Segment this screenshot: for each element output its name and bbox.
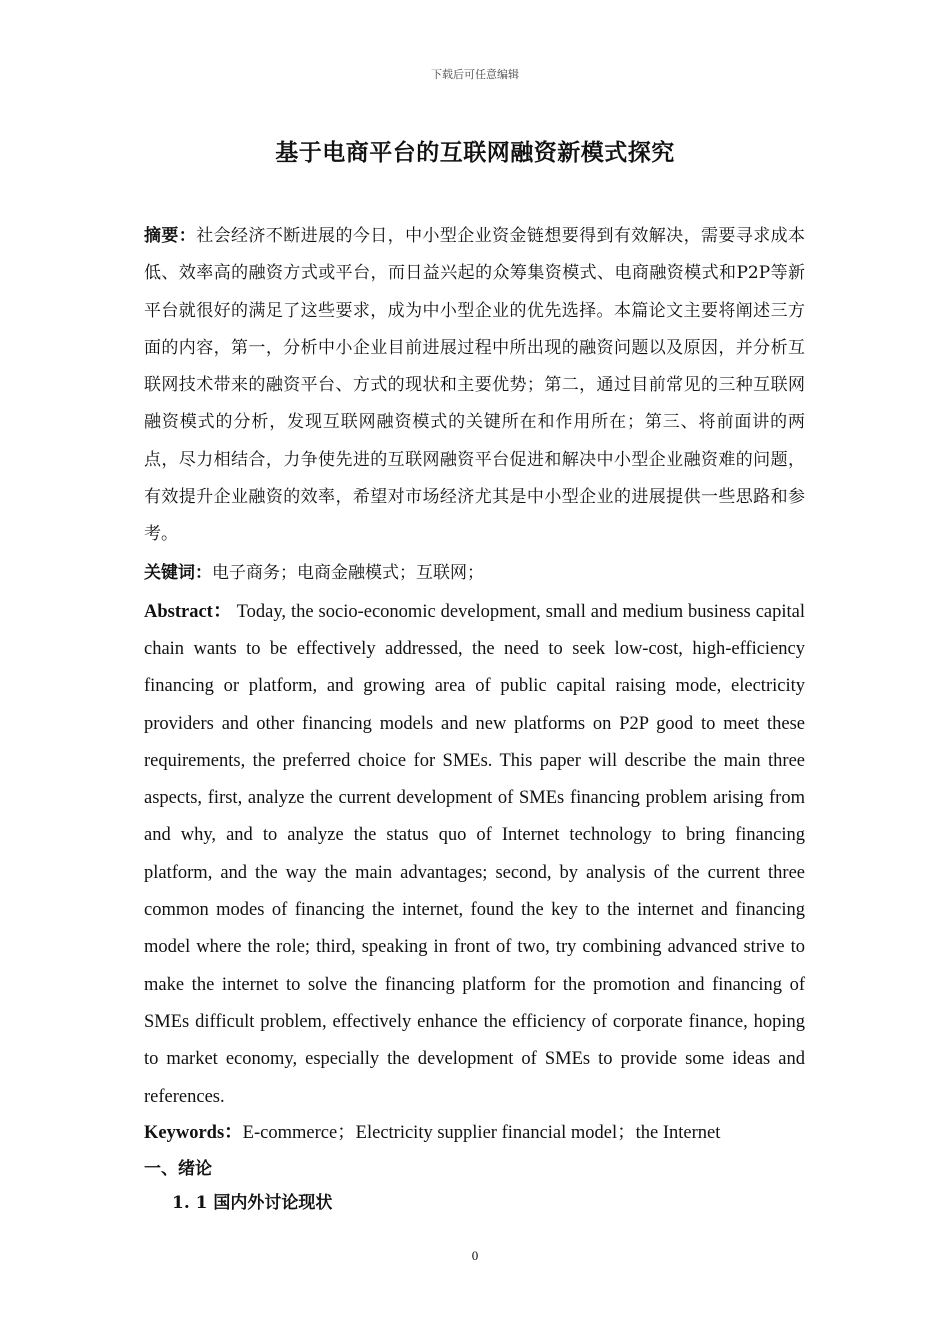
keywords-en bbox=[144, 1118, 805, 1148]
keywords-en-label: Keywords： bbox=[144, 1122, 243, 1143]
abstract-cn-label: 摘要： bbox=[144, 226, 197, 246]
abstract-en-text: Today, the socio-economic development, small and medium business capital chain wants to be effectively addressed, the need to seek low-cost, high-efficiency financing or platform, and growing area of public capital raising mode, electricity providers and other financing models and new platforms on P2P good to meet these requirements, the preferred choice for SMEs. This paper will describe the main three aspects, first, analyze the current development of SMEs financing problem arising from and why, and to analyze the status quo of Internet technology to bring financing platform, and the way the main advantages; second, by analysis of the current three common modes of financing the internet, found the key to the internet and financing model where the role; third, speaking in front of two, try combining advanced strive to make the internet to solve the financing platform for the promotion and financing of SMEs difficult problem, effectively enhance the efficiency of corporate finance, hoping to market economy, especially the development of SMEs to provide some ideas and references. bbox=[144, 601, 805, 1107]
page-number: 0 bbox=[471, 1248, 479, 1263]
keywords-en-text: E-commerce；Electricity supplier financial model；the Internet bbox=[242, 1122, 721, 1143]
abstract-cn-text: 社会经济不断进展的今日，中小型企业资金链想要得到有效解决，需要寻求成本低、效率高的融资方式或平台，而日益兴起的众筹集资模式、电商融资模式和P2P等新平台就很好的满足了这些要求，成为中小型企业的优先选择。本篇论文主要将阐述三方面的内容，第一，分析中小企业目前进展过程中所出现的融资问题以及原因，并分析互联网技术带来的融资平台、方式的现状和主要优势；第二，通过目前常见的三种互联网融资模式的分析，发现互联网融资模式的关键所在和作用所在；第三、将前面讲的两点，尽力相结合，力争使先进的互联网融资平台促进和解决中小型企业融资难的问题，有效提升企业融资的效率，希望对市场经济尤其是中小型企业的进展提供一些思路和参考。 bbox=[144, 226, 806, 545]
keywords-cn bbox=[144, 558, 805, 588]
subsection-heading: 1. 1 国内外讨论现状 bbox=[172, 1192, 333, 1213]
keywords-cn-text: 电子商务；电商金融模式；互联网； bbox=[212, 562, 484, 583]
section-heading: 一、绪论 bbox=[144, 1158, 212, 1179]
document-title: 基于电商平台的互联网融资新模式探究 bbox=[275, 139, 675, 166]
abstract-en-label: Abstract： bbox=[144, 601, 233, 622]
abstract-en bbox=[144, 594, 805, 1116]
keywords-cn-label: 关键词： bbox=[144, 562, 212, 583]
document-body bbox=[144, 218, 805, 1218]
abstract-cn bbox=[144, 218, 805, 554]
header-note: 下载后可任意编辑 bbox=[431, 68, 519, 81]
